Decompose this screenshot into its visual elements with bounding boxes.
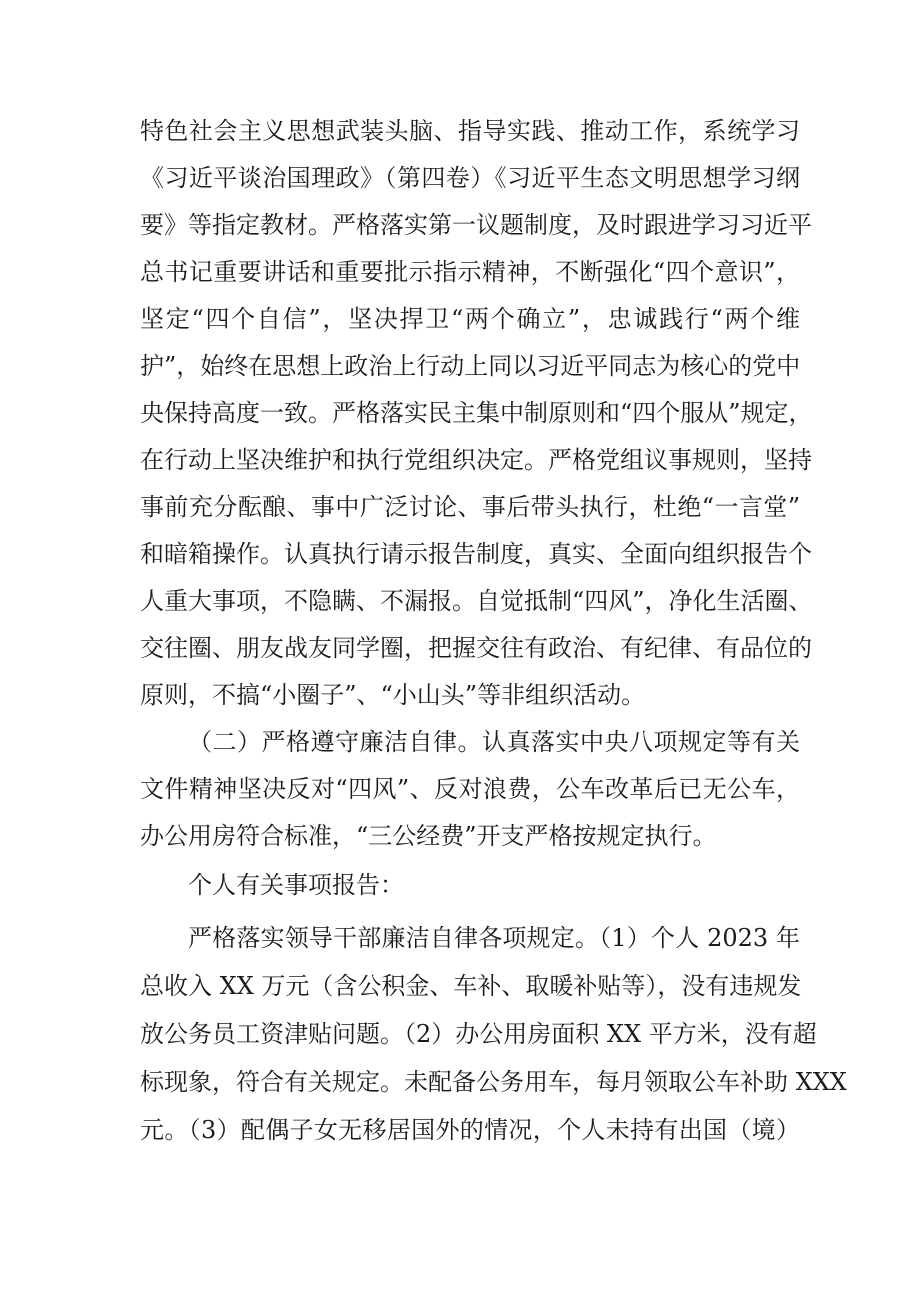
text-line: 坚定“四个自信”，坚决捍卫“两个确立”，忠诚践行“两个维 — [140, 305, 800, 333]
paragraph-heading-line: （二）严格遵守廉洁自律。认真落实中央八项规定等有关 — [188, 728, 800, 756]
text-line: 《习近平谈治国理政》（第四卷）《习近平生态文明思想学习纲 — [140, 164, 800, 192]
text-line: 原则，不搞“小圈子”、“小山头”等非组织活动。 — [140, 681, 646, 709]
text-line: 人重大事项，不隐瞒、不漏报。自觉抵制“四风”，净化生活圈、 — [140, 587, 813, 615]
text-line: 在行动上坚决维护和执行党组织决定。严格党组议事规则，坚持 — [140, 446, 812, 474]
text-line: 特色社会主义思想武装头脑、指导实践、推动工作，系统学习 — [140, 117, 800, 145]
text-line: 标现象，符合有关规定。未配备公务用车，每月领取公车补助 XXX — [140, 1068, 847, 1096]
text-line: 文件精神坚决反对“四风”、反对浪费，公车改革后已无公车， — [140, 775, 800, 803]
text-line: 事前充分酝酿、事中广泛讨论、事后带头执行，杜绝“一言堂” — [140, 493, 800, 521]
text-line: 元。（3）配偶子女无移居国外的情况，个人未持有出国（境） — [140, 1116, 800, 1144]
text-line: 交往圈、朋友战友同学圈，把握交往有政治、有纪律、有品位的 — [140, 634, 812, 662]
text-line: 和暗箱操作。认真执行请示报告制度，真实、全面向组织报告个 — [140, 540, 812, 568]
text-line: 办公用房符合标准，“三公经费”开支严格按规定执行。 — [140, 822, 717, 850]
text-line: 总书记重要讲话和重要批示指示精神，不断强化“四个意识”， — [140, 258, 800, 286]
text-line: 央保持高度一致。严格落实民主集中制原则和“四个服从”规定， — [140, 399, 813, 427]
section-label: 个人有关事项报告： — [188, 871, 404, 899]
text-line: 护”，始终在思想上政治上行动上同以习近平同志为核心的党中 — [140, 352, 801, 380]
text-line: 放公务员工资津贴问题。（2）办公用房面积 XX 平方米，没有超 — [140, 1020, 817, 1048]
text-line: 总收入 XX 万元（含公积金、车补、取暖补贴等），没有违规发 — [140, 972, 802, 1000]
text-line: 严格落实领导干部廉洁自律各项规定。（1）个人 2023 年 — [188, 924, 800, 952]
text-line: 要》等指定教材。严格落实第一议题制度，及时跟进学习习近平 — [140, 211, 812, 239]
